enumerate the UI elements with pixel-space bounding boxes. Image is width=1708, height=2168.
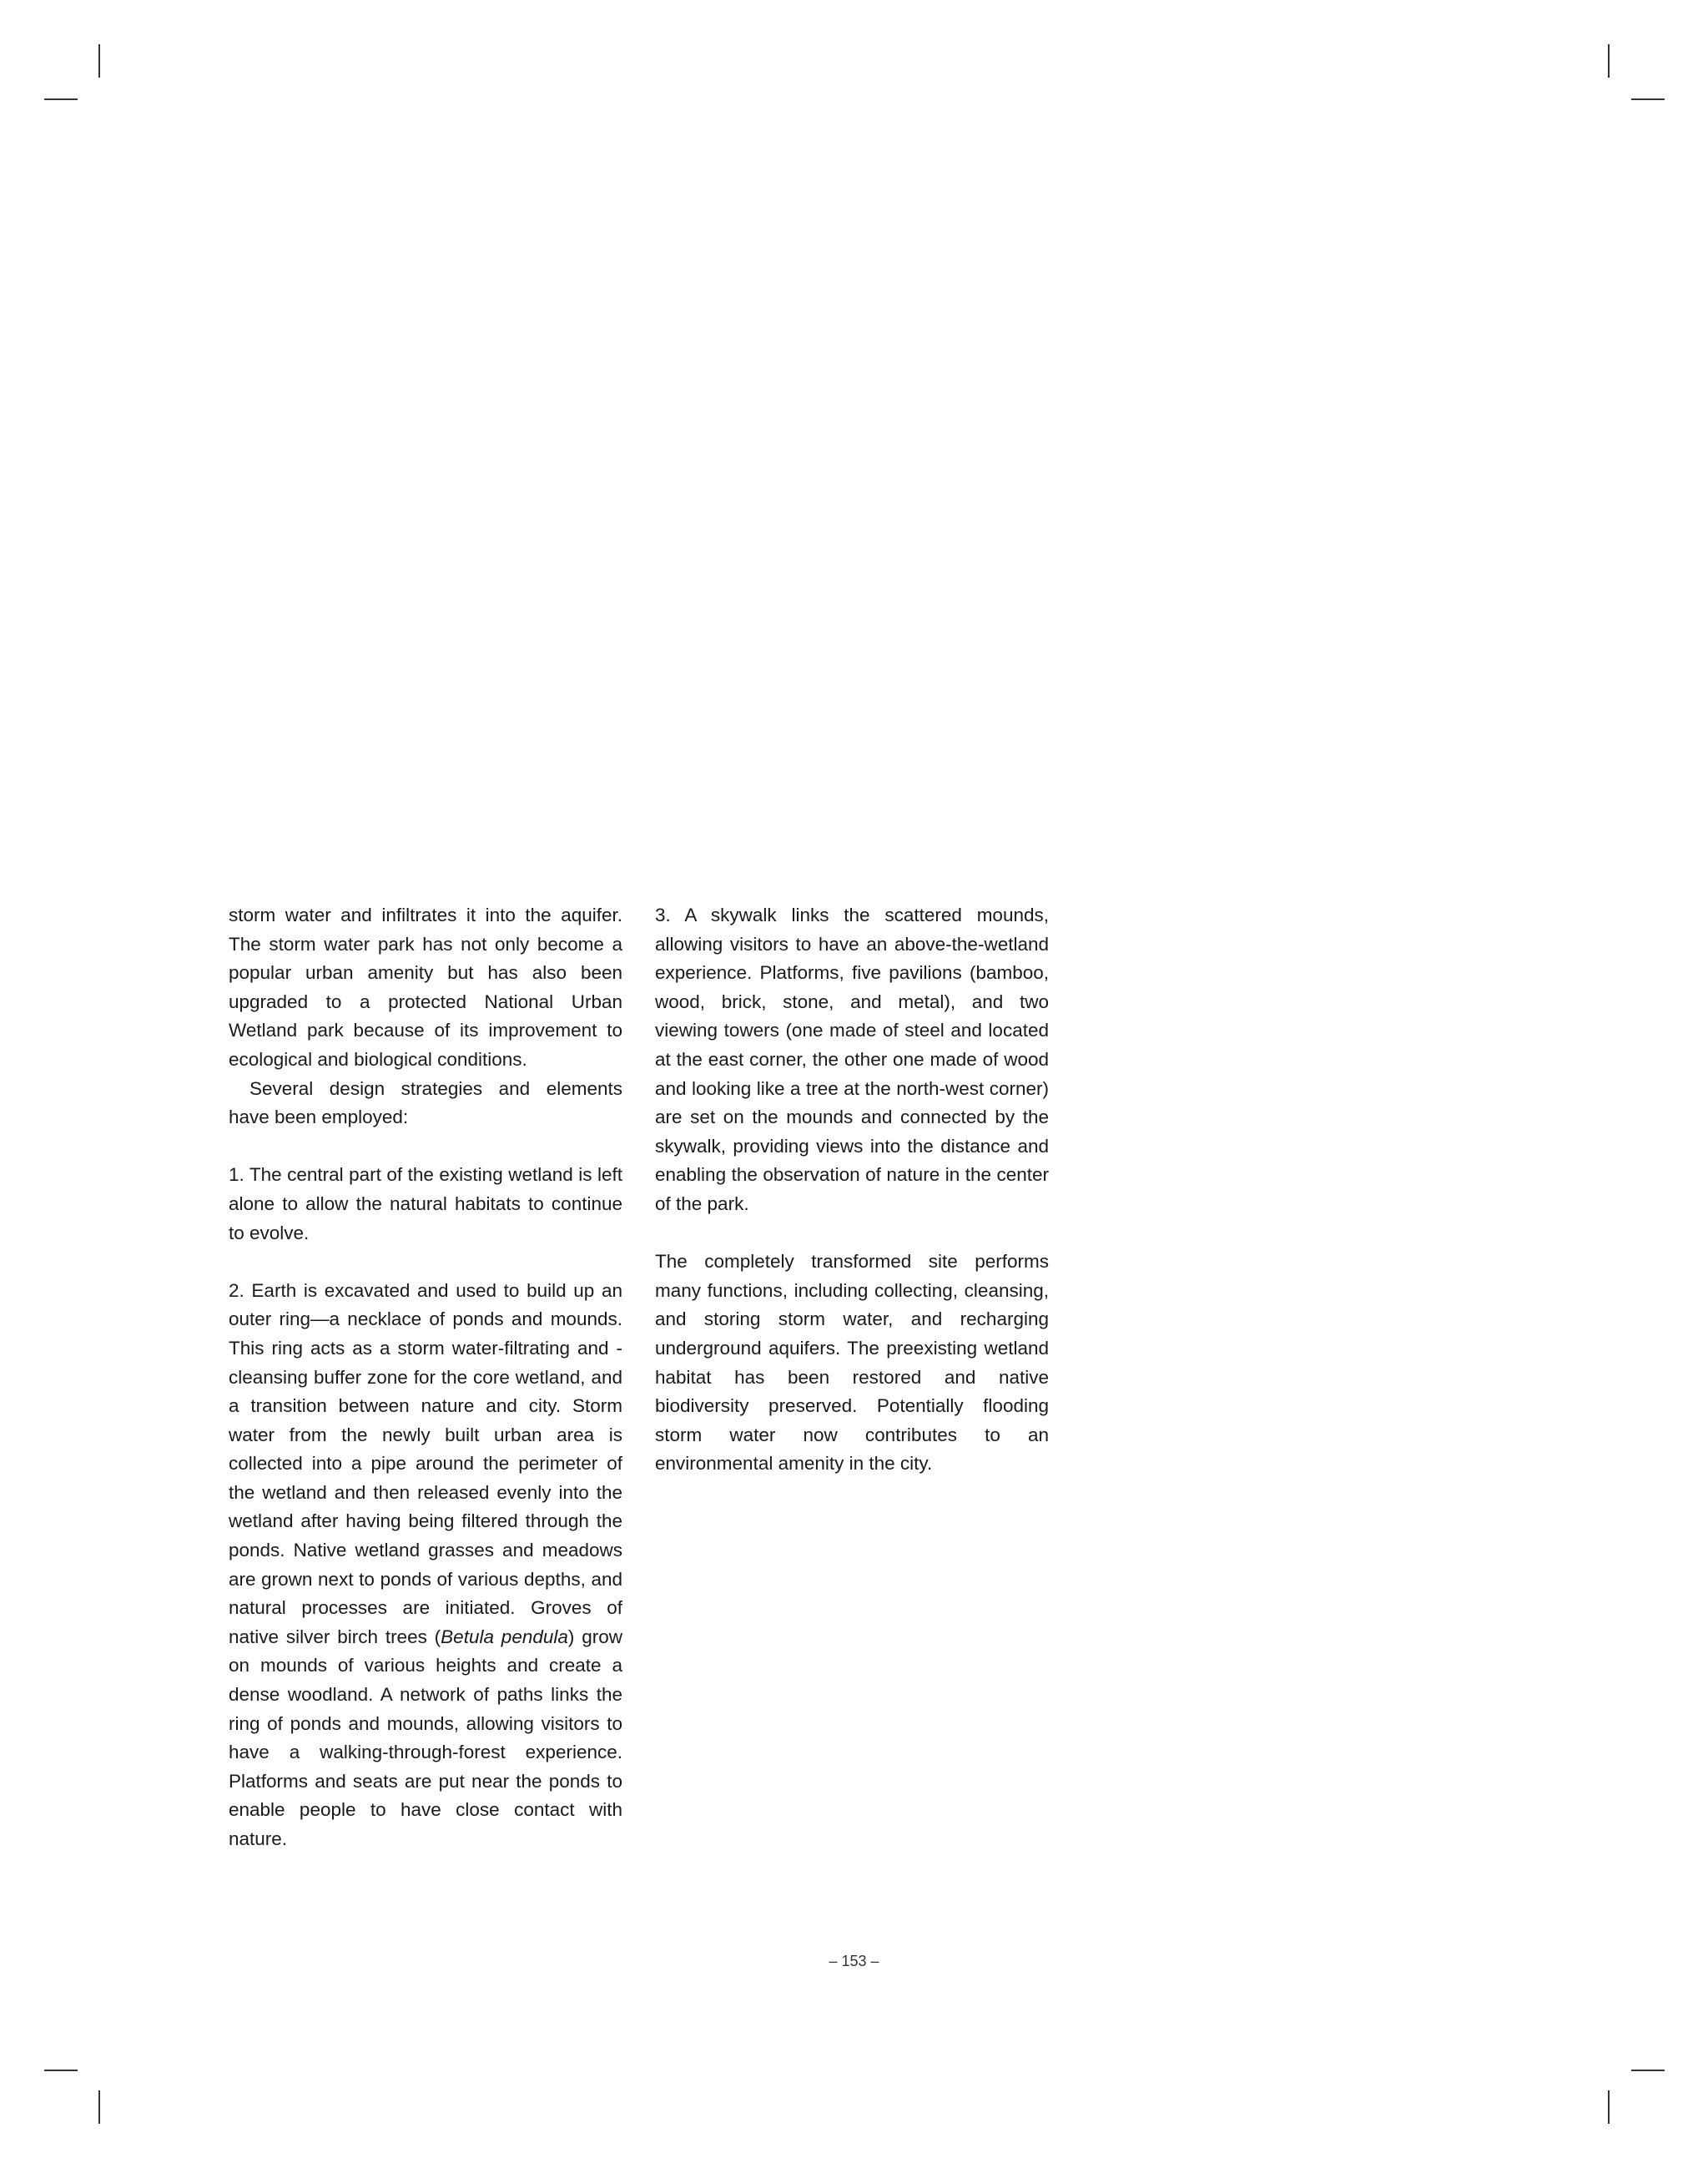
paragraph-strategy-3: 3. A skywalk links the scattered mounds, allowing visitors to have an above-the-wetland experience. Platforms, five pavilions (bamboo, wood, brick, stone, and metal), and two viewing towers (one made of steel and located at the east corner, the other one made of wood and looking like a tree at the north-west corner) are set on the mounds and connected by the skywalk, providing views into the distance and enabling the observation of nature in the center of the park.	[655, 905, 1049, 1214]
paragraph-aquifer: storm water and infiltrates it into the aquifer. The storm water park has not only become a popular urban amenity but has also been upgraded to a protected National Urban Wetland park because of its improvement to ecological and biological conditions.	[229, 905, 622, 1070]
crop-mark-top-left-vertical	[98, 44, 100, 78]
crop-mark-top-right-horizontal	[1631, 98, 1665, 100]
crop-mark-bottom-right-horizontal	[1631, 2070, 1665, 2071]
page-number: – 153 –	[829, 1953, 879, 1969]
species-name: Betula pendula	[441, 1626, 568, 1647]
crop-mark-bottom-left-horizontal	[44, 2070, 78, 2071]
strategy-2-text-end: ) grow on mounds of various heights and create a dense woodland. A network of paths links the ring of ponds and mounds, allowing visitors to have a walking-through-forest experience. Platforms and seats are put near the ponds to enable people to have close contact with nature.	[229, 1626, 622, 1849]
paragraph-design-strategies: Several design strategies and elements have been employed:	[229, 1077, 622, 1128]
crop-mark-bottom-right-vertical	[1608, 2090, 1610, 2124]
crop-mark-bottom-left-vertical	[98, 2090, 100, 2124]
paragraph-strategy-1: 1. The central part of the existing wetland is left alone to allow the natural habitats to continue to evolve.	[229, 1164, 622, 1243]
text-column-right	[655, 901, 1049, 1479]
crop-mark-top-right-vertical	[1608, 44, 1610, 78]
text-column-left	[229, 901, 622, 1854]
crop-mark-top-left-horizontal	[44, 98, 78, 100]
strategy-2-text-start: 2. Earth is excavated and used to build up an outer ring—a necklace of ponds and mounds. This ring acts as a storm water-filtrating and -cleansing buffer zone for the core wetland, and a transition between nature and city. Storm water from the newly built urban area is collected into a pipe around the perimeter of the wetland and then released evenly into the wetland after having being filtered through the ponds. Native wetland grasses and meadows are grown next to ponds of various depths, and natural processes are initiated. Groves of native silver birch trees (	[229, 1279, 622, 1647]
paragraph-strategy-2	[229, 1277, 622, 1854]
paragraph-conclusion: The completely transformed site performs many functions, including collecting, cleansing, and storing storm water, and recharging underground aquifers. The preexisting wetland habitat has been restored and native biodiversity preserved. Potentially flooding storm water now contributes to an environmental amenity in the city.	[655, 1251, 1049, 1475]
